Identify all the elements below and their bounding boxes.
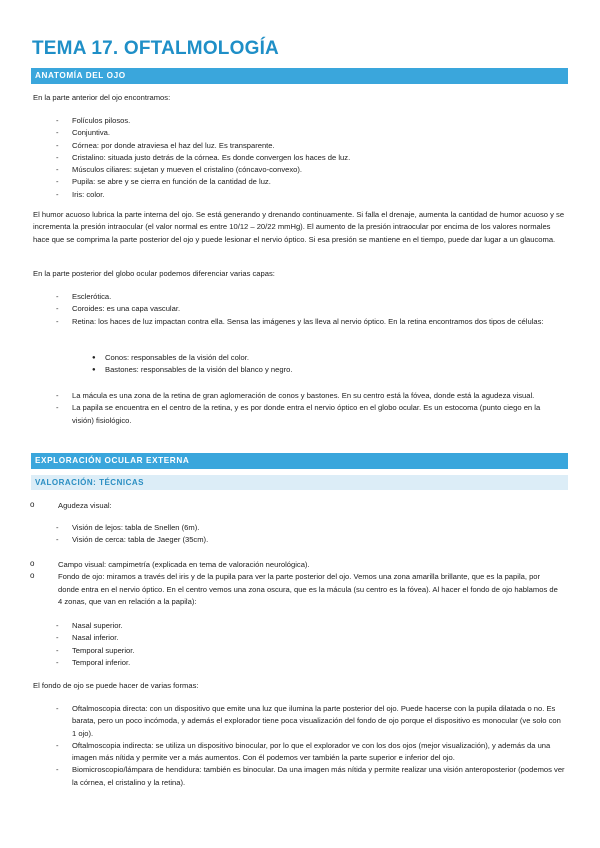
list-item: - Visión de cerca: tabla de Jaeger (35cm). xyxy=(72,534,562,546)
list-posterior-layers xyxy=(72,291,564,328)
subsection-header-valoracion: VALORACIÓN: TÉCNICAS xyxy=(31,475,568,490)
list-item: o Campo visual: campimetría (explicada en tema de valoración neurológica). xyxy=(58,559,563,571)
list-item: - Oftalmoscopia directa: con un dispositivo que emite una luz que ilumina la parte posterior del ojo. Puede hacerse con la pupila dilatada o no. Es barata, pero un poco incómoda, y además el explorador tiene poca visualización del fondo de ojo porque el dispositivo es monocular (ve solo con 1 ojo). xyxy=(72,703,566,740)
list-item: - Pupila: se abre y se cierra en función de la cantidad de luz. xyxy=(72,176,562,188)
list-formas xyxy=(72,703,566,789)
list-item: - Conjuntiva. xyxy=(72,127,562,139)
list-item: - Músculos ciliares: sujetan y mueven el cristalino (cóncavo-convexo). xyxy=(72,164,562,176)
section-header-exploracion: EXPLORACIÓN OCULAR EXTERNA xyxy=(31,453,568,469)
list-agudeza-items xyxy=(72,522,562,547)
list-campo-fondo xyxy=(58,559,563,608)
page-title: TEMA 17. OFTALMOLOGÍA xyxy=(32,38,279,59)
list-item: - Cristalino: situada justo detrás de la córnea. Es donde convergen los haces de luz. xyxy=(72,152,562,164)
list-anterior-parts xyxy=(72,115,562,201)
list-item: - Temporal superior. xyxy=(72,645,562,657)
paragraph-humor-acuoso: El humor acuoso lubrica la parte interna del ojo. Se está generando y drenando continuamente. Si falla el drenaje, aumenta la cantidad de humor acuoso y se incrementa la presión intraocular (el valor normal es entre 10/12 – 20/22 mmHg). El aumento de la presión intraocular por encima de los valores normales hace que se comprima la parte posterior del ojo y puede lesionar el nervio óptico. Si esa presión se mantiene en el tiempo, puede dar lugar a un glaucoma. xyxy=(33,210,565,244)
list-item: ● Conos: responsables de la visión del color. xyxy=(105,352,555,364)
paragraph-posterior-intro: En la parte posterior del globo ocular podemos diferenciar varias capas: xyxy=(33,269,275,278)
section-header-anatomia: ANATOMÍA DEL OJO xyxy=(31,68,568,84)
list-zonas xyxy=(72,620,562,669)
list-item: - Visión de lejos: tabla de Snellen (6m). xyxy=(72,522,562,534)
list-macula-papila xyxy=(72,390,564,427)
list-item: - Temporal inferior. xyxy=(72,657,562,669)
list-item: - Nasal superior. xyxy=(72,620,562,632)
list-item: - Coroides: es una capa vascular. xyxy=(72,303,564,315)
list-item: o Fondo de ojo: miramos a través del iris y de la pupila para ver la parte posterior del ojo. Vemos una zona amarilla brillante, que es la papila, por donde entra en el nervio óptico. En el centro vemos una zona oscura, que es la mácula (su centro es la fóvea). Al hacer el fondo de ojo hablamos de 4 zonas, que van en relación a la papila): xyxy=(58,571,563,608)
paragraph-anterior-intro: En la parte anterior del ojo encontramos: xyxy=(33,93,171,102)
list-agudeza xyxy=(58,500,563,512)
list-item: - Nasal inferior. xyxy=(72,632,562,644)
list-item: - La mácula es una zona de la retina de gran aglomeración de conos y bastones. En su centro está la fóvea, donde está la agudeza visual. xyxy=(72,390,564,402)
list-item: - Córnea: por donde atraviesa el haz del luz. Es transparente. xyxy=(72,140,562,152)
list-item: - Esclerótica. xyxy=(72,291,564,303)
paragraph-formas-intro: El fondo de ojo se puede hacer de varias formas: xyxy=(33,681,199,690)
list-item: - Retina: los haces de luz impactan contra ella. Sensa las imágenes y las lleva al nervio óptico. En la retina encontramos dos tipos de células: xyxy=(72,316,564,328)
list-item: o Agudeza visual: xyxy=(58,500,563,512)
list-item: ● Bastones: responsables de la visión del blanco y negro. xyxy=(105,364,555,376)
list-retina-cells xyxy=(105,352,555,377)
list-item: - Iris: color. xyxy=(72,189,562,201)
list-item: - Folículos pilosos. xyxy=(72,115,562,127)
list-item: - Oftalmoscopia indirecta: se utiliza un dispositivo binocular, por lo que el explorador ve con los dos ojos (mejor visualización), y además da una imagen más nítida y permite ver a más aumentos. Con él podemos ver también la parte superior e inferior del ojo. xyxy=(72,740,566,765)
list-item: - Biomicroscopio/lámpara de hendidura: también es binocular. Da una imagen más nítida y permite realizar una visión anteroposterior (podemos ver la córnea, el cristalino y la retina). xyxy=(72,764,566,789)
list-item: - La papila se encuentra en el centro de la retina, y es por donde entra el nervio óptico en el globo ocular. Es un estocoma (punto ciego en la visión) fisiológico. xyxy=(72,402,564,427)
